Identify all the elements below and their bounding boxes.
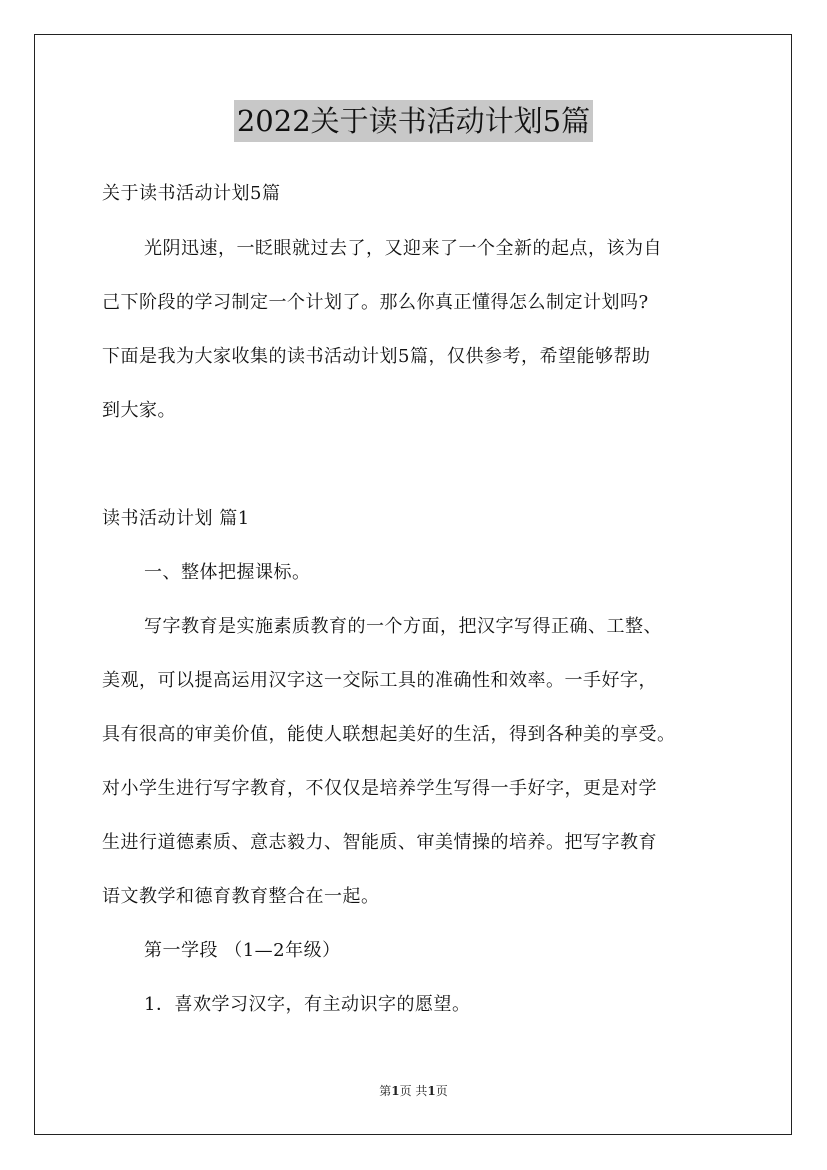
paragraph-line: 美观，可以提高运用汉字这一交际工具的准确性和效率。一手好字， — [102, 670, 657, 691]
paragraph-line: 下面是我为大家收集的读书活动计划5篇，仅供参考，希望能够帮助 — [102, 346, 651, 367]
paragraph-line: 1．喜欢学习汉字，有主动识字的愿望。 — [144, 994, 471, 1015]
section-heading: 读书活动计划 篇1 — [102, 508, 250, 529]
paragraph-line: 己下阶段的学习制定一个计划了。那么你真正懂得怎么制定计划吗? — [102, 292, 649, 313]
paragraph-line: 到大家。 — [102, 400, 176, 421]
paragraph-line: 语文教学和德育教育整合在一起。 — [102, 886, 380, 907]
paragraph-line: 光阴迅速，一眨眼就过去了，又迎来了一个全新的起点，该为自 — [144, 238, 662, 259]
title-container — [0, 100, 827, 142]
paragraph-line: 具有很高的审美价值，能使人联想起美好的生活，得到各种美的享受。 — [102, 724, 676, 745]
paragraph-line: 对小学生进行写字教育，不仅仅是培养学生写得一手好字，更是对学 — [102, 778, 657, 799]
footer-label-post: 页 — [435, 1084, 448, 1098]
paragraph-line: 第一学段 （1—2年级） — [144, 940, 341, 961]
footer-page-total: 1 — [427, 1084, 436, 1098]
document-title: 2022关于读书活动计划5篇 — [234, 100, 593, 142]
paragraph-line: 生进行道德素质、意志毅力、智能质、审美情操的培养。把写字教育 — [102, 832, 657, 853]
subtitle-line: 关于读书活动计划5篇 — [102, 183, 281, 204]
paragraph-line: 一、整体把握课标。 — [144, 562, 311, 583]
paragraph-line: 写字教育是实施素质教育的一个方面，把汉字写得正确、工整、 — [144, 616, 662, 637]
footer-page-current: 1 — [391, 1084, 400, 1098]
page-footer — [0, 1082, 827, 1100]
footer-label-mid: 页 共 — [399, 1084, 428, 1098]
footer-label-pre: 第 — [379, 1084, 392, 1098]
